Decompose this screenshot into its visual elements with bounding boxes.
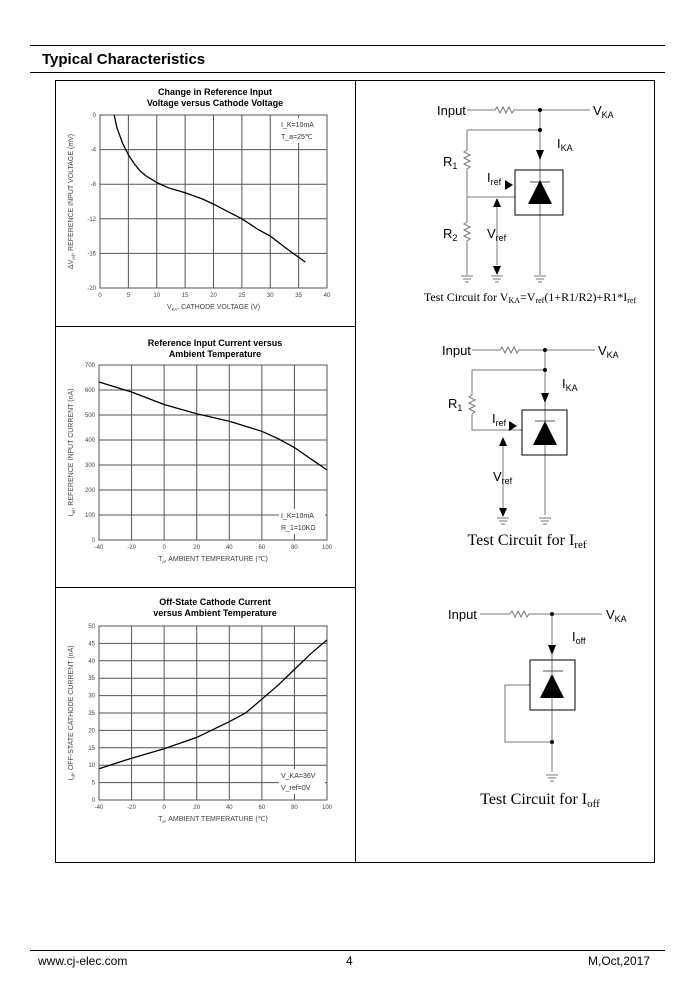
svg-text:Input: Input <box>448 607 477 622</box>
diode-icon <box>528 180 552 204</box>
y-axis-label: $\Delta V_{ref}$, REFERENCE INPUT VOLTAGE (mV) <box>68 133 76 270</box>
x-tick-label: 80 <box>291 805 298 811</box>
chart-title: Voltage versus Cathode Voltage <box>146 98 284 108</box>
y-tick-label: 500 <box>84 413 95 419</box>
junction-dot <box>550 740 554 744</box>
circuit-labels <box>448 607 627 810</box>
chart-annotation: I_K=10mA <box>281 513 314 520</box>
y-tick-label: -16 <box>87 251 96 258</box>
x-tick-label: -40 <box>94 805 104 811</box>
y-axis-label: $I_{off}$, OFF-STATE CATHODE CURRENT (nA) <box>68 645 76 781</box>
y-tick-label: 50 <box>88 624 95 630</box>
y-tick-label: 35 <box>88 676 95 683</box>
x-tick-label: -40 <box>94 545 104 551</box>
section-title: Typical Characteristics <box>42 51 206 68</box>
chart-annotation: I_K=10mA <box>281 122 314 129</box>
footer-rule <box>30 950 665 951</box>
y-tick-label: 700 <box>84 363 95 369</box>
x-tick-label: 60 <box>258 805 266 811</box>
svg-text:Iref: $I_{ref}$ <box>492 411 507 428</box>
circuit-caption-vka: Test Circuit for VKA=Vref(1+R1/R2)+R1*Iref <box>423 290 637 305</box>
y-tick-label: 300 <box>84 463 95 469</box>
y-tick-label: 400 <box>84 438 95 444</box>
x-tick-label: 35 <box>295 293 302 299</box>
svg-text:Vref: $V_{ref}$ <box>487 226 507 243</box>
y-tick-label: 0 <box>92 113 96 119</box>
chart-title: Change in Reference Input <box>157 87 273 97</box>
chart-annotation: T_a=25℃ <box>281 134 313 141</box>
arrow-down-icon <box>536 150 544 160</box>
svg-text:VKA: $V_{KA}$ <box>606 607 627 624</box>
chart-title: Ambient Temperature <box>168 349 262 359</box>
x-tick-label: 0 <box>162 545 166 551</box>
x-tick-label: 0 <box>98 293 102 299</box>
junction-dot <box>538 128 542 132</box>
circuit-caption-ioff: Test Circuit for Ioff <box>480 791 600 810</box>
footer-date: M,Oct,2017 <box>588 954 651 968</box>
chart-annotation: R_1=10KΩ <box>281 525 316 532</box>
test-circuit-iref <box>469 347 595 524</box>
x-tick-label: 5 <box>126 293 131 299</box>
circuit-labels <box>442 343 619 551</box>
x-tick-label: 80 <box>291 545 298 551</box>
y-tick-label: 200 <box>84 488 95 494</box>
x-tick-label: 100 <box>321 545 333 551</box>
svg-text:R2: $R_2$ <box>443 226 458 243</box>
arrow-down-icon <box>541 393 549 403</box>
svg-text:Iref: $I_{ref}$ <box>487 170 502 187</box>
y-tick-label: 30 <box>88 693 95 700</box>
diode-icon <box>533 421 557 445</box>
svg-text:Vref: $V_{ref}$ <box>493 469 513 486</box>
x-tick-label: 40 <box>225 805 233 811</box>
chart-annotation: V_KA=36V <box>281 773 316 780</box>
junction-dot <box>543 348 547 352</box>
y-axis-label: $I_{ref}$, REFERENCE INPUT CURRENT (nA) <box>68 388 76 517</box>
x-tick-label: -20 <box>127 545 136 551</box>
footer-website[interactable]: www.cj-elec.com <box>38 954 128 968</box>
x-tick-label: 60 <box>258 545 266 551</box>
svg-text:Input: Input <box>442 343 471 358</box>
y-tick-label: -12 <box>87 216 96 223</box>
test-circuit-vka <box>461 107 590 282</box>
chart-title: versus Ambient Temperature <box>153 608 277 618</box>
x-tick-label: 20 <box>193 805 201 811</box>
junction-dot <box>550 612 554 616</box>
arrow-up-icon <box>499 437 507 446</box>
junction-dot <box>538 108 542 112</box>
y-tick-label: 0 <box>91 798 95 804</box>
svg-text:VKA: $V_{KA}$ <box>593 103 614 120</box>
chart-title: Off-State Cathode Current <box>159 597 271 607</box>
y-tick-label: 20 <box>88 728 95 735</box>
y-tick-label: -8 <box>90 182 96 189</box>
y-tick-label: 15 <box>88 745 95 752</box>
diode-icon <box>540 674 564 698</box>
circuit-caption-iref: Test Circuit for Iref <box>467 532 587 551</box>
x-axis-label: $T_a$, AMBIENT TEMPERATURE (℃) <box>158 816 268 824</box>
arrow-up-icon <box>493 198 501 207</box>
svg-text:Ioff: $I_{off}$ <box>572 629 586 646</box>
x-axis-label: $V_{KA}$, CATHODE VOLTAGE (V) <box>166 304 261 312</box>
x-tick-label: 100 <box>321 805 333 811</box>
x-axis-label: $T_a$, AMBIENT TEMPERATURE (℃) <box>158 556 268 564</box>
x-tick-label: 40 <box>323 293 331 299</box>
x-tick-label: 30 <box>266 293 274 299</box>
svg-text:VKA: $V_{KA}$ <box>598 343 619 360</box>
chart-title: Reference Input Current versus <box>147 338 283 348</box>
x-tick-label: 15 <box>181 293 189 299</box>
junction-dot <box>543 368 547 372</box>
arrow-down-icon <box>493 266 501 275</box>
y-tick-label: 45 <box>88 641 95 648</box>
chart-annotation: V_ref=0V <box>281 785 311 792</box>
svg-text:IKA: $I_{KA}$ <box>562 376 578 393</box>
y-tick-label: -20 <box>87 286 96 292</box>
y-tick-label: -4 <box>90 147 96 154</box>
y-tick-label: 100 <box>84 513 95 519</box>
svg-text:R1: $R_1$ <box>448 396 463 413</box>
arrow-right-icon <box>505 180 513 190</box>
x-tick-label: 0 <box>162 805 166 811</box>
y-tick-label: 600 <box>84 388 95 394</box>
y-tick-label: 40 <box>88 658 95 665</box>
x-tick-label: 10 <box>153 293 161 299</box>
x-tick-label: 25 <box>238 293 246 299</box>
x-tick-label: 20 <box>193 545 201 551</box>
svg-text:R1: $R_1$ <box>443 154 458 171</box>
footer-page-number: 4 <box>346 954 353 968</box>
arrow-down-icon <box>548 645 556 655</box>
arrow-down-icon <box>499 508 507 517</box>
x-tick-label: -20 <box>127 805 136 811</box>
y-tick-label: 5 <box>91 780 95 787</box>
y-tick-label: 25 <box>88 711 95 717</box>
svg-text:Input: Input <box>437 103 466 118</box>
y-tick-label: 0 <box>91 538 95 544</box>
x-tick-label: 20 <box>210 293 217 299</box>
svg-text:IKA: $I_{KA}$ <box>557 136 573 153</box>
y-tick-label: 10 <box>88 763 95 770</box>
x-tick-label: 40 <box>225 545 233 551</box>
